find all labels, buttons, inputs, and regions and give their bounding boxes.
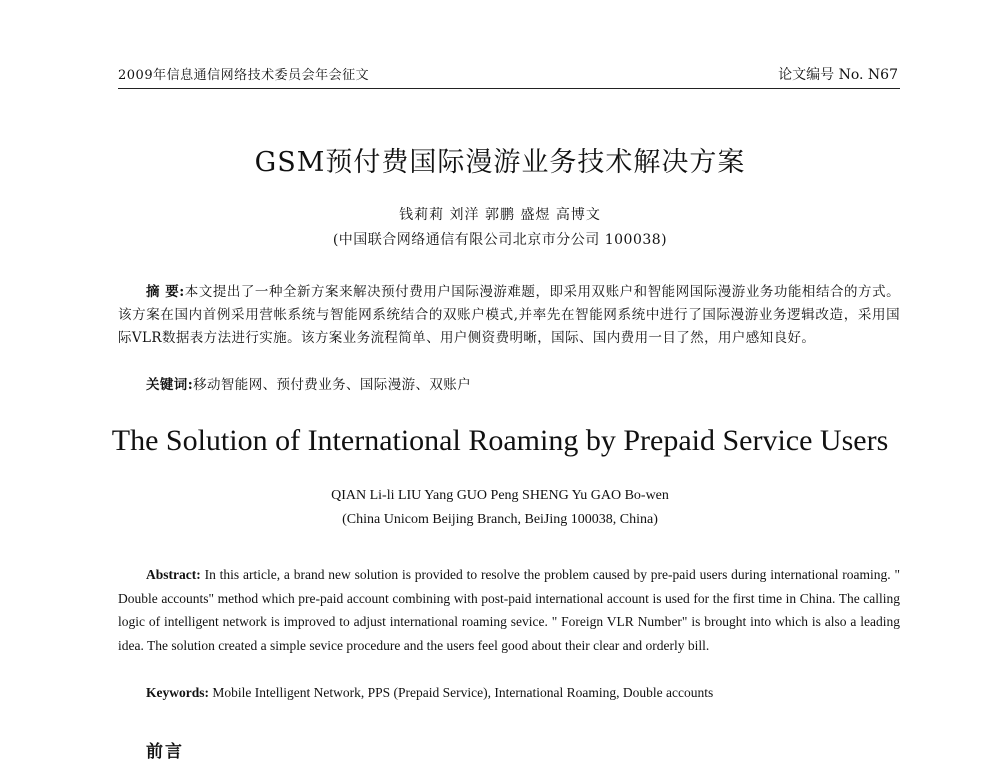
affiliation-cn: (中国联合网络通信有限公司北京市分公司 100038) [332, 232, 668, 248]
keywords-cn-text: 移动智能网、预付费业务、国际漫游、双账户 [193, 377, 472, 393]
section-heading-preface: 前言 [146, 742, 184, 762]
conference-name: 2009年信息通信网络技术委员会年会征文 [118, 68, 370, 83]
header-rule [118, 88, 900, 89]
paper-title-cn: GSM预付费国际漫游业务技术解决方案 [254, 147, 746, 178]
paper-number: 论文编号 No. N67 [778, 67, 898, 83]
page-header [118, 60, 900, 84]
affiliation-en: (China Unicom Beijing Branch, BeiJing 100038, China) [342, 512, 658, 527]
authors-en: QIAN Li-li LIU Yang GUO Peng SHENG Yu GAO Bo-wen [331, 488, 669, 503]
abstract-cn [118, 281, 900, 350]
authors-cn: 钱莉莉 刘洋 郭鹏 盛煜 高博文 [399, 207, 601, 223]
keywords-cn-label: 关键词: [146, 377, 194, 393]
keywords-en-text: Mobile Intelligent Network, PPS (Prepaid Service), International Roaming, Double accounts [212, 685, 714, 700]
abstract-en-label: Abstract: [146, 567, 201, 582]
keywords-en-label: Keywords: [146, 685, 209, 700]
abstract-cn-text: 本文提出了一种全新方案来解决预付费用户国际漫游难题，即采用双账户和智能网国际漫游业务功能相结合的方式。该方案在国内首例采用营帐系统与智能网系统结合的双账户模式,并率先在智能网系统中进行了国际漫游业务逻辑改造，采用国际VLR数据表方法进行实施。该方案业务流程简单、用户侧资费明晰，国际、国内费用一目了然，用户感知良好。 [118, 284, 900, 346]
abstract-en [118, 563, 900, 657]
abstract-cn-label: 摘 要: [146, 284, 185, 300]
abstract-en-text: In this article, a brand new solution is provided to resolve the problem caused by pre-paid users during international roaming. " Double accounts" method which pre-paid account combining with post-paid international account is used for the first time in China. The calling logic of intelligent network is improved to adjust international roaming sevice. " Foreign VLR Number" is brought into which is also a leading idea. The solution created a simple sevice procedure and the users feel good about their clear and orderly bill. [118, 567, 901, 653]
keywords-cn [146, 373, 906, 393]
keywords-en [146, 685, 906, 701]
paper-title-en: The Solution of International Roaming by Prepaid Service Users [111, 424, 889, 457]
